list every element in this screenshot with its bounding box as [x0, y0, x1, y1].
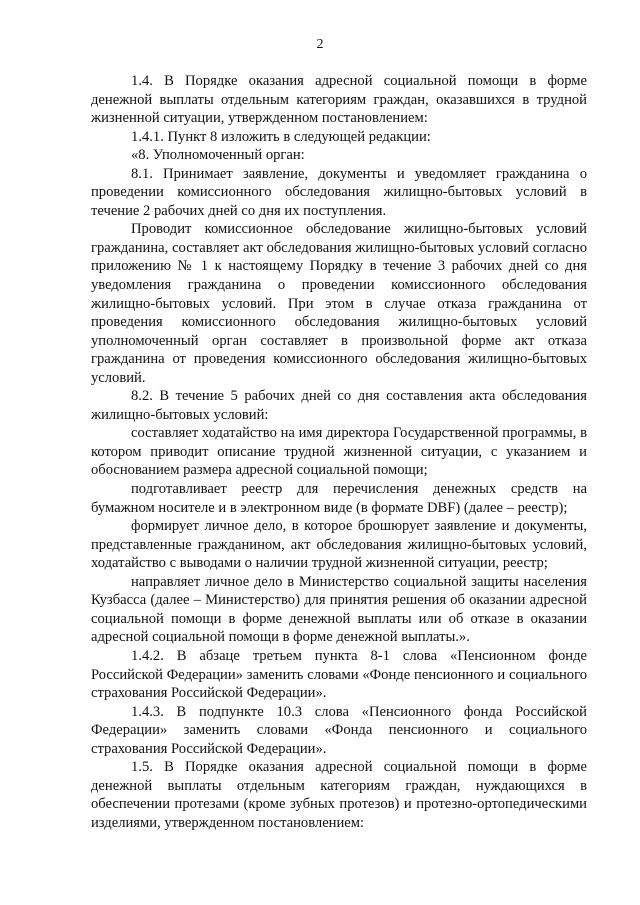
paragraph-1-4-1: 1.4.1. Пункт 8 изложить в следующей редакции:	[131, 128, 431, 145]
paragraph-8-heading: «8. Уполномоченный орган:	[131, 147, 305, 164]
paragraph-registry: подготавливает реестр для перечисления денежных средств на бумажном носителе и в электронном виде (в формате DBF) (далее – реестр);	[91, 481, 587, 516]
paragraph-inspection: Проводит комиссионное обследование жилищно-бытовых условий гражданина, составляет акт обследования жилищно-бытовых условий согласно приложению № 1 к настоящему Порядку в течение 3 рабочих дней со дня уведомления гражданина о проведении комиссионного обследования жилищно-бытовых условий. При этом в случае отказа гражданина от проведения комиссионного обследования жилищно-бытовых условий уполномоченный орган составляет в произвольной форме акт отказа гражданина от проведения комиссионного обследования жилищно-бытовых условий.	[91, 221, 587, 386]
paragraph-1-5: 1.5. В Порядке оказания адресной социальной помощи в форме денежной выплаты отдельным категориям граждан, нуждающихся в обеспечении протезами (кроме зубных протезов) и протезно-ортопедическими изделиями, утвержденном постановлением:	[91, 759, 587, 831]
paragraph-1-4-2: 1.4.2. В абзаце третьем пункта 8-1 слова «Пенсионном фонде Российской Федерации» заменить словами «Фонде пенсионного и социального страхования Российской Федерации».	[91, 647, 587, 702]
paragraph-8-2: 8.2. В течение 5 рабочих дней со дня составления акта обследования жилищно-бытовых условий:	[91, 388, 587, 423]
paragraph-petition: составляет ходатайство на имя директора Государственной программы, в котором приводит описание трудной жизненной ситуации, с указанием и обоснованием размера адресной социальной помощи;	[91, 425, 587, 479]
paragraph-personal-file: формирует личное дело, в которое брошюрует заявление и документы, представленные гражданином, акт обследования жилищно-бытовых условий, ходатайство с выводами о наличии трудной жизненной ситуации, реестр;	[91, 518, 587, 572]
paragraph-1-4: 1.4. В Порядке оказания адресной социальной помощи в форме денежной выплаты отдельным категориям граждан, оказавшихся в трудной жизненной ситуации, утвержденном постановлением:	[91, 73, 587, 127]
paragraph-send-to-ministry: направляет личное дело в Министерство социальной защиты населения Кузбасса (далее – Министерство) для принятия решения об оказании адресной социальной помощи в форме денежной выплаты или об отказе в оказании адресной социальной помощи в форме денежной выплаты.».	[91, 573, 587, 646]
page-number: 2	[316, 37, 324, 52]
document-body	[91, 72, 587, 832]
paragraph-8-1: 8.1. Принимает заявление, документы и уведомляет гражданина о проведении комиссионного обследования жилищно-бытовых условий в течение 2 рабочих дней со дня их поступления.	[91, 165, 587, 219]
paragraph-1-4-3: 1.4.3. В подпункте 10.3 слова «Пенсионного фонда Российской Федерации» заменить словами «Фонда пенсионного и социального страхования Российской Федерации».	[91, 703, 587, 757]
